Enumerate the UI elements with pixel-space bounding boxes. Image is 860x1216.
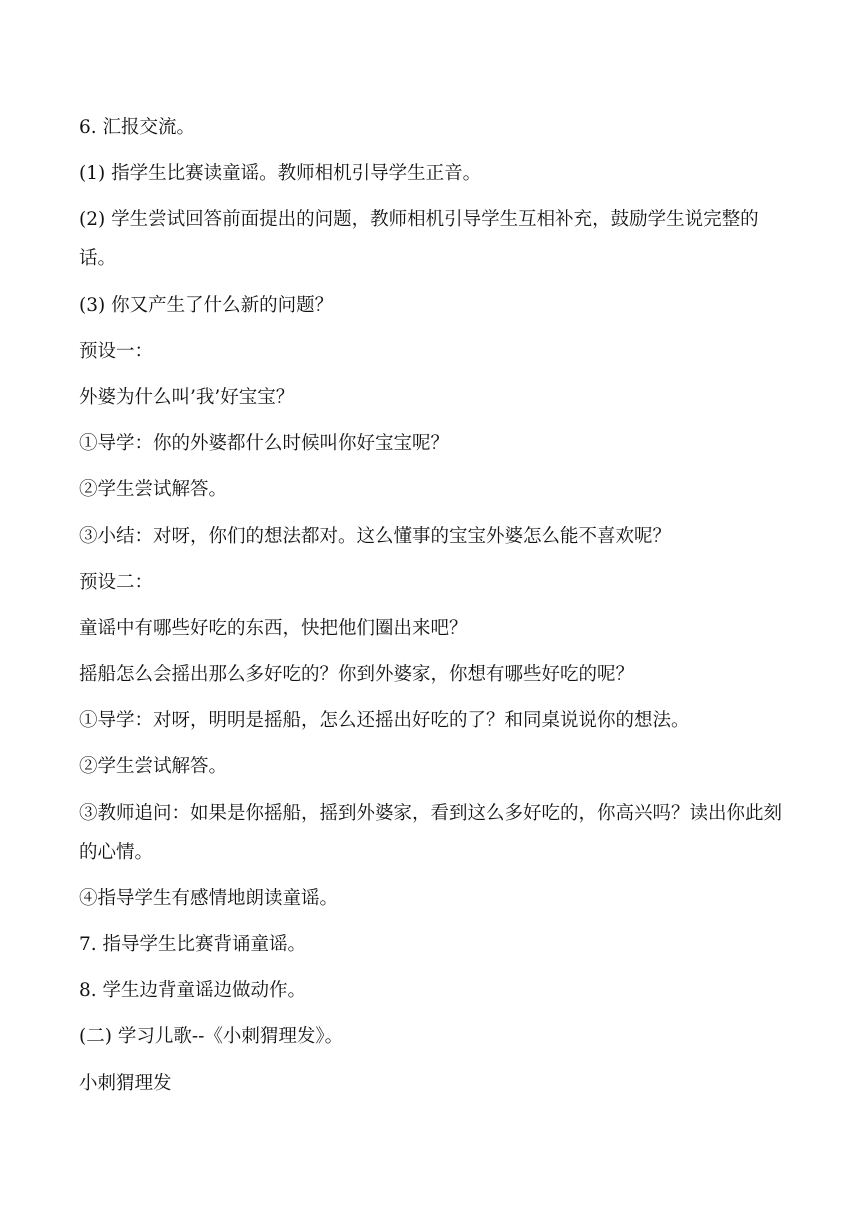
document-body	[79, 108, 783, 1110]
preset-2-followup: ③教师追问：如果是你摇船，摇到外婆家，看到这么多好吃的，你高兴吗？读出你此刻的心情。	[79, 802, 783, 863]
preset-2-question-2: 摇船怎么会摇出那么多好吃的？你到外婆家，你想有哪些好吃的呢？	[79, 664, 635, 686]
step-6-item-3: (3) 你又产生了什么新的问题？	[79, 294, 334, 316]
poem-title: 小刺猬理发	[79, 1072, 172, 1094]
preset-1-label: 预设一：	[79, 340, 154, 362]
preset-1-guide: ①导学：你的外婆都什么时候叫你好宝宝呢？	[79, 433, 450, 455]
preset-2-answer: ②学生尝试解答。	[79, 756, 228, 778]
step-6-heading: 6. 汇报交流。	[79, 117, 196, 138]
preset-1-summary: ③小结：对呀，你们的想法都对。这么懂事的宝宝外婆怎么能不喜欢呢？	[79, 525, 672, 547]
step-8: 8. 学生边背童谣边做动作。	[79, 980, 307, 1002]
preset-2-question-1: 童谣中有哪些好吃的东西，快把他们圈出来吧？	[79, 617, 468, 639]
preset-2-reading: ④指导学生有感情地朗读童谣。	[79, 887, 339, 909]
preset-2-label: 预设二：	[79, 571, 154, 593]
preset-2-guide: ①导学：对呀，明明是摇船，怎么还摇出好吃的了？和同桌说说你的想法。	[79, 710, 690, 732]
preset-1-question: 外婆为什么叫’我’好宝宝？	[79, 386, 295, 408]
step-7: 7. 指导学生比赛背诵童谣。	[79, 934, 307, 955]
step-6-item-2: (2) 学生尝试回答前面提出的问题，教师相机引导学生互相补充，鼓励学生说完整的话。	[79, 209, 759, 270]
preset-1-answer: ②学生尝试解答。	[79, 479, 228, 501]
step-6-item-1: (1) 指学生比赛读童谣。教师相机引导学生正音。	[79, 163, 482, 185]
section-2-heading: (二) 学习儿歌--《小刺猬理发》。	[79, 1026, 344, 1048]
